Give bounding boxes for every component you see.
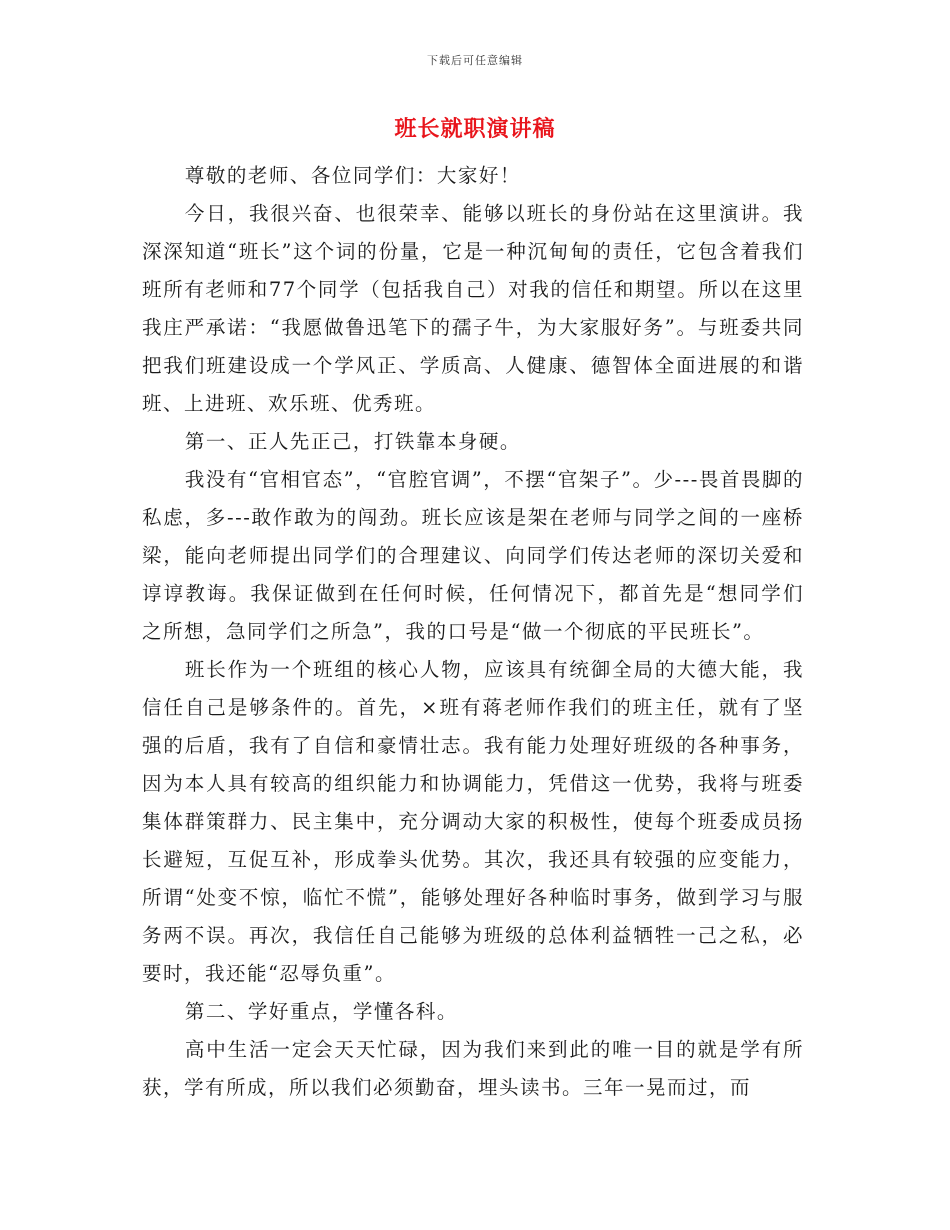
paragraph-intro: 今日，我很兴奋、也很荣幸、能够以班长的身份站在这里演讲。我深深知道“班长”这个词的份量，它是一种沉甸甸的责任，它包含着我们 班所有老师和77个同学（包括我自己）对我的信任和期望。所以在这里我庄严承诺：“我愿做鲁迅笔下的孺子牛，为大家服好务”。与班委共同把我们班建设成一个学风正、学质高、人健康、德智体全面进展的和谐班、上进班、欢乐班、优秀班。 bbox=[142, 202, 804, 415]
document-body bbox=[142, 157, 804, 1107]
paragraph-study: 高中生活一定会天天忙碌，因为我们来到此的唯一目的就是学有所获，学有所成，所以我们必须勤奋，埋头读书。三年一晃而过，而 bbox=[142, 1038, 804, 1099]
header-note: 下载后可任意编辑 bbox=[427, 54, 523, 67]
paragraph-conduct: 我没有“官相官态”，“官腔官调”，不摆“官架子”。少---畏首畏脚的私虑，多---敢作敢为的闯劲。班长应该是架在老师与同学之间的一座桥梁，能向老师提出同学们的合理建议、向同学们传达老师的深切关爱和谆谆教诲。我保证做到在任何时候，任何情况下，都首先是“想同学们之所想，急同学们之所急”，我的口号是“做一个彻底的平民班长”。 bbox=[142, 468, 804, 643]
paragraph-ability: 班长作为一个班组的核心人物，应该具有统御全局的大德大能，我信任自己是够条件的。首先，×班有蒋老师作我们的班主任，就有了坚强的后盾，我有了自信和豪情壮志。我有能力处理好班级的各种事务，因为本人具有较高的组织能力和协调能力，凭借这一优势，我将与班委集体群策群力、民主集中，充分调动大家的积极性，使每个班委成员扬长避短，互促互补，形成拳头优势。其次，我还具有较强的应变能力，所谓“处变不惊，临忙不慌”，能够处理好各种临时事务，做到学习与服务两不误。再次，我信任自己能够为班级的总体利益牺牲一己之私，必要时，我还能“忍辱负重”。 bbox=[142, 658, 804, 985]
paragraph-salutation: 尊敬的老师、各位同学们：大家好！ bbox=[184, 164, 521, 187]
paragraph-heading-1: 第一、正人先正己，打铁靠本身硬。 bbox=[184, 430, 521, 453]
paragraph-heading-2: 第二、学好重点，学懂各科。 bbox=[184, 1000, 458, 1023]
document-title: 班长就职演讲稿 bbox=[394, 117, 556, 142]
